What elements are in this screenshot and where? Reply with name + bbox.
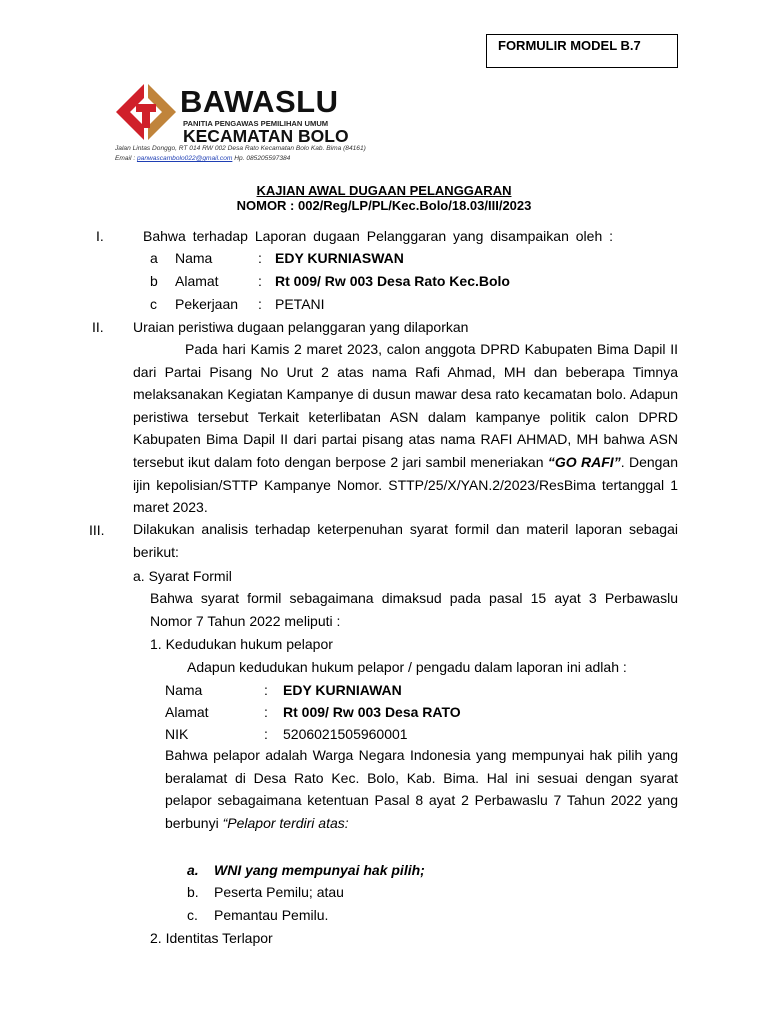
complainant-name-sep: :: [264, 682, 268, 698]
legal-standing-text: Bahwa pelapor adalah Warga Negara Indonesia yang mempunyai hak pilih yang beralamat di Desa Rato Kec. Bolo, Kab. Bima. Hal ini sesuai dengan syarat pelapor sebagaimana ketentuan Pasal 8 ayat 2 Perbawaslu 7 Tahun 2022 yang berbunyi: [165, 747, 678, 831]
office-address: Jalan Lintas Donggo, RT 014 RW 002 Desa Rato Kecamatan Bolo Kab. Bima (84161): [115, 145, 366, 152]
reporter-name-value: EDY KURNIASWAN: [275, 250, 404, 266]
section-2-number: II.: [92, 319, 104, 335]
legal-standing-body: [165, 744, 678, 834]
email-label: Email :: [115, 155, 136, 162]
incident-description: [133, 338, 678, 519]
reporter-type-b-letter: b.: [187, 884, 199, 900]
section-1-text: Bahwa terhadap Laporan dugaan Pelanggaran yang disampaikan oleh :: [143, 228, 614, 244]
reporter-name-sep: :: [258, 250, 262, 266]
bawaslu-emblem-icon: [114, 80, 178, 144]
reporter-job-label: Pekerjaan: [175, 296, 239, 312]
reporter-address-sep: :: [258, 273, 262, 289]
reporter-type-a-letter: a.: [187, 862, 199, 878]
legal-standing-heading: 1. Kedudukan hukum pelapor: [150, 636, 333, 652]
reporter-address-label: Alamat: [175, 273, 219, 289]
complainant-nik-value: 5206021505960001: [283, 726, 408, 742]
form-model-label: FORMULIR MODEL B.7: [486, 34, 678, 68]
legal-standing-intro: Adapun kedudukan hukum pelapor / pengadu dalam laporan ini adlah :: [187, 659, 627, 675]
formal-requirements-text: Bahwa syarat formil sebagaimana dimaksud pada pasal 15 ayat 3 Perbawaslu Nomor 7 Tahun 2022 meliputi :: [150, 590, 678, 629]
section-1-number: I.: [96, 228, 104, 244]
complainant-name-label: Nama: [165, 682, 203, 698]
incident-quote: “GO RAFI”: [547, 453, 621, 470]
complainant-address-label: Alamat: [165, 704, 209, 720]
complainant-address-value: Rt 009/ Rw 003 Desa RATO: [283, 704, 461, 720]
section-3-text: Dilakukan analisis terhadap keterpenuhan syarat formil dan materil laporan sebagai berikut:: [133, 521, 678, 560]
organization-name: BAWASLU: [180, 84, 339, 119]
section-3-number: III.: [89, 522, 105, 538]
bawaslu-logo: [114, 80, 178, 147]
reporter-type-a-text: WNI yang mempunyai hak pilih;: [214, 862, 425, 878]
complainant-name-value: EDY KURNIAWAN: [283, 682, 402, 698]
reporter-name-label: Nama: [175, 250, 213, 266]
incident-text-end: . Dengan ijin kepolisian/STTP Kampanye Nomor. STTP/25/X/YAN.2/2023/ResBima tertanggal 1 maret 2023.: [133, 453, 678, 516]
reporter-address-value: Rt 009/ Rw 003 Desa Rato Kec.Bolo: [275, 273, 510, 289]
document-title: KAJIAN AWAL DUGAAN PELANGGARAN: [256, 183, 512, 198]
reported-identity-heading: 2. Identitas Terlapor: [150, 930, 273, 946]
office-name: KECAMATAN BOLO: [183, 126, 349, 146]
phone-number: Hp. 085205597384: [234, 155, 291, 162]
complainant-nik-label: NIK: [165, 726, 189, 742]
reporter-job-letter: c: [150, 296, 157, 312]
reporter-job-value: PETANI: [275, 296, 325, 312]
complainant-nik-sep: :: [264, 726, 268, 742]
formal-requirements-heading: a. Syarat Formil: [133, 568, 232, 584]
incident-text: Pada hari Kamis 2 maret 2023, calon anggota DPRD Kabupaten Bima Dapil II dari Partai Pisang No Urut 2 atas nama Rafi Ahmad, MH dan beberapa Timnya melaksanakan Kegiatan Kampanye di dusun mawar desa rato kecamatan bolo. Adapun peristiwa tersebut Terkait keterlibatan ASN dalam kampanye politik calon DPRD Kabupaten Bima Dapil II dari partai pisang atas nama RAFI AHMAD, MH bahwa ASN tersebut ikut dalam foto dengan berpose 2 jari sambil meneriakan: [133, 341, 678, 470]
email-link[interactable]: panwascambolo022@gmail.com: [137, 155, 233, 162]
reporter-type-c-text: Pemantau Pemilu.: [214, 907, 329, 923]
reporter-address-letter: b: [150, 273, 158, 289]
legal-standing-quote: “Pelapor terdiri atas:: [222, 814, 349, 831]
organization-subtitle: PANITIA PENGAWAS PEMILIHAN UMUM: [183, 119, 329, 128]
reporter-name-letter: a: [150, 250, 158, 266]
document-number: NOMOR : 002/Reg/LP/PL/Kec.Bolo/18.03/III/2023: [236, 198, 532, 213]
section-2-heading: Uraian peristiwa dugaan pelanggaran yang dilaporkan: [133, 319, 469, 335]
reporter-type-b-text: Peserta Pemilu; atau: [214, 884, 344, 900]
reporter-job-sep: :: [258, 296, 262, 312]
complainant-address-sep: :: [264, 704, 268, 720]
contact-line: [115, 155, 290, 162]
reporter-type-c-letter: c.: [187, 907, 198, 923]
